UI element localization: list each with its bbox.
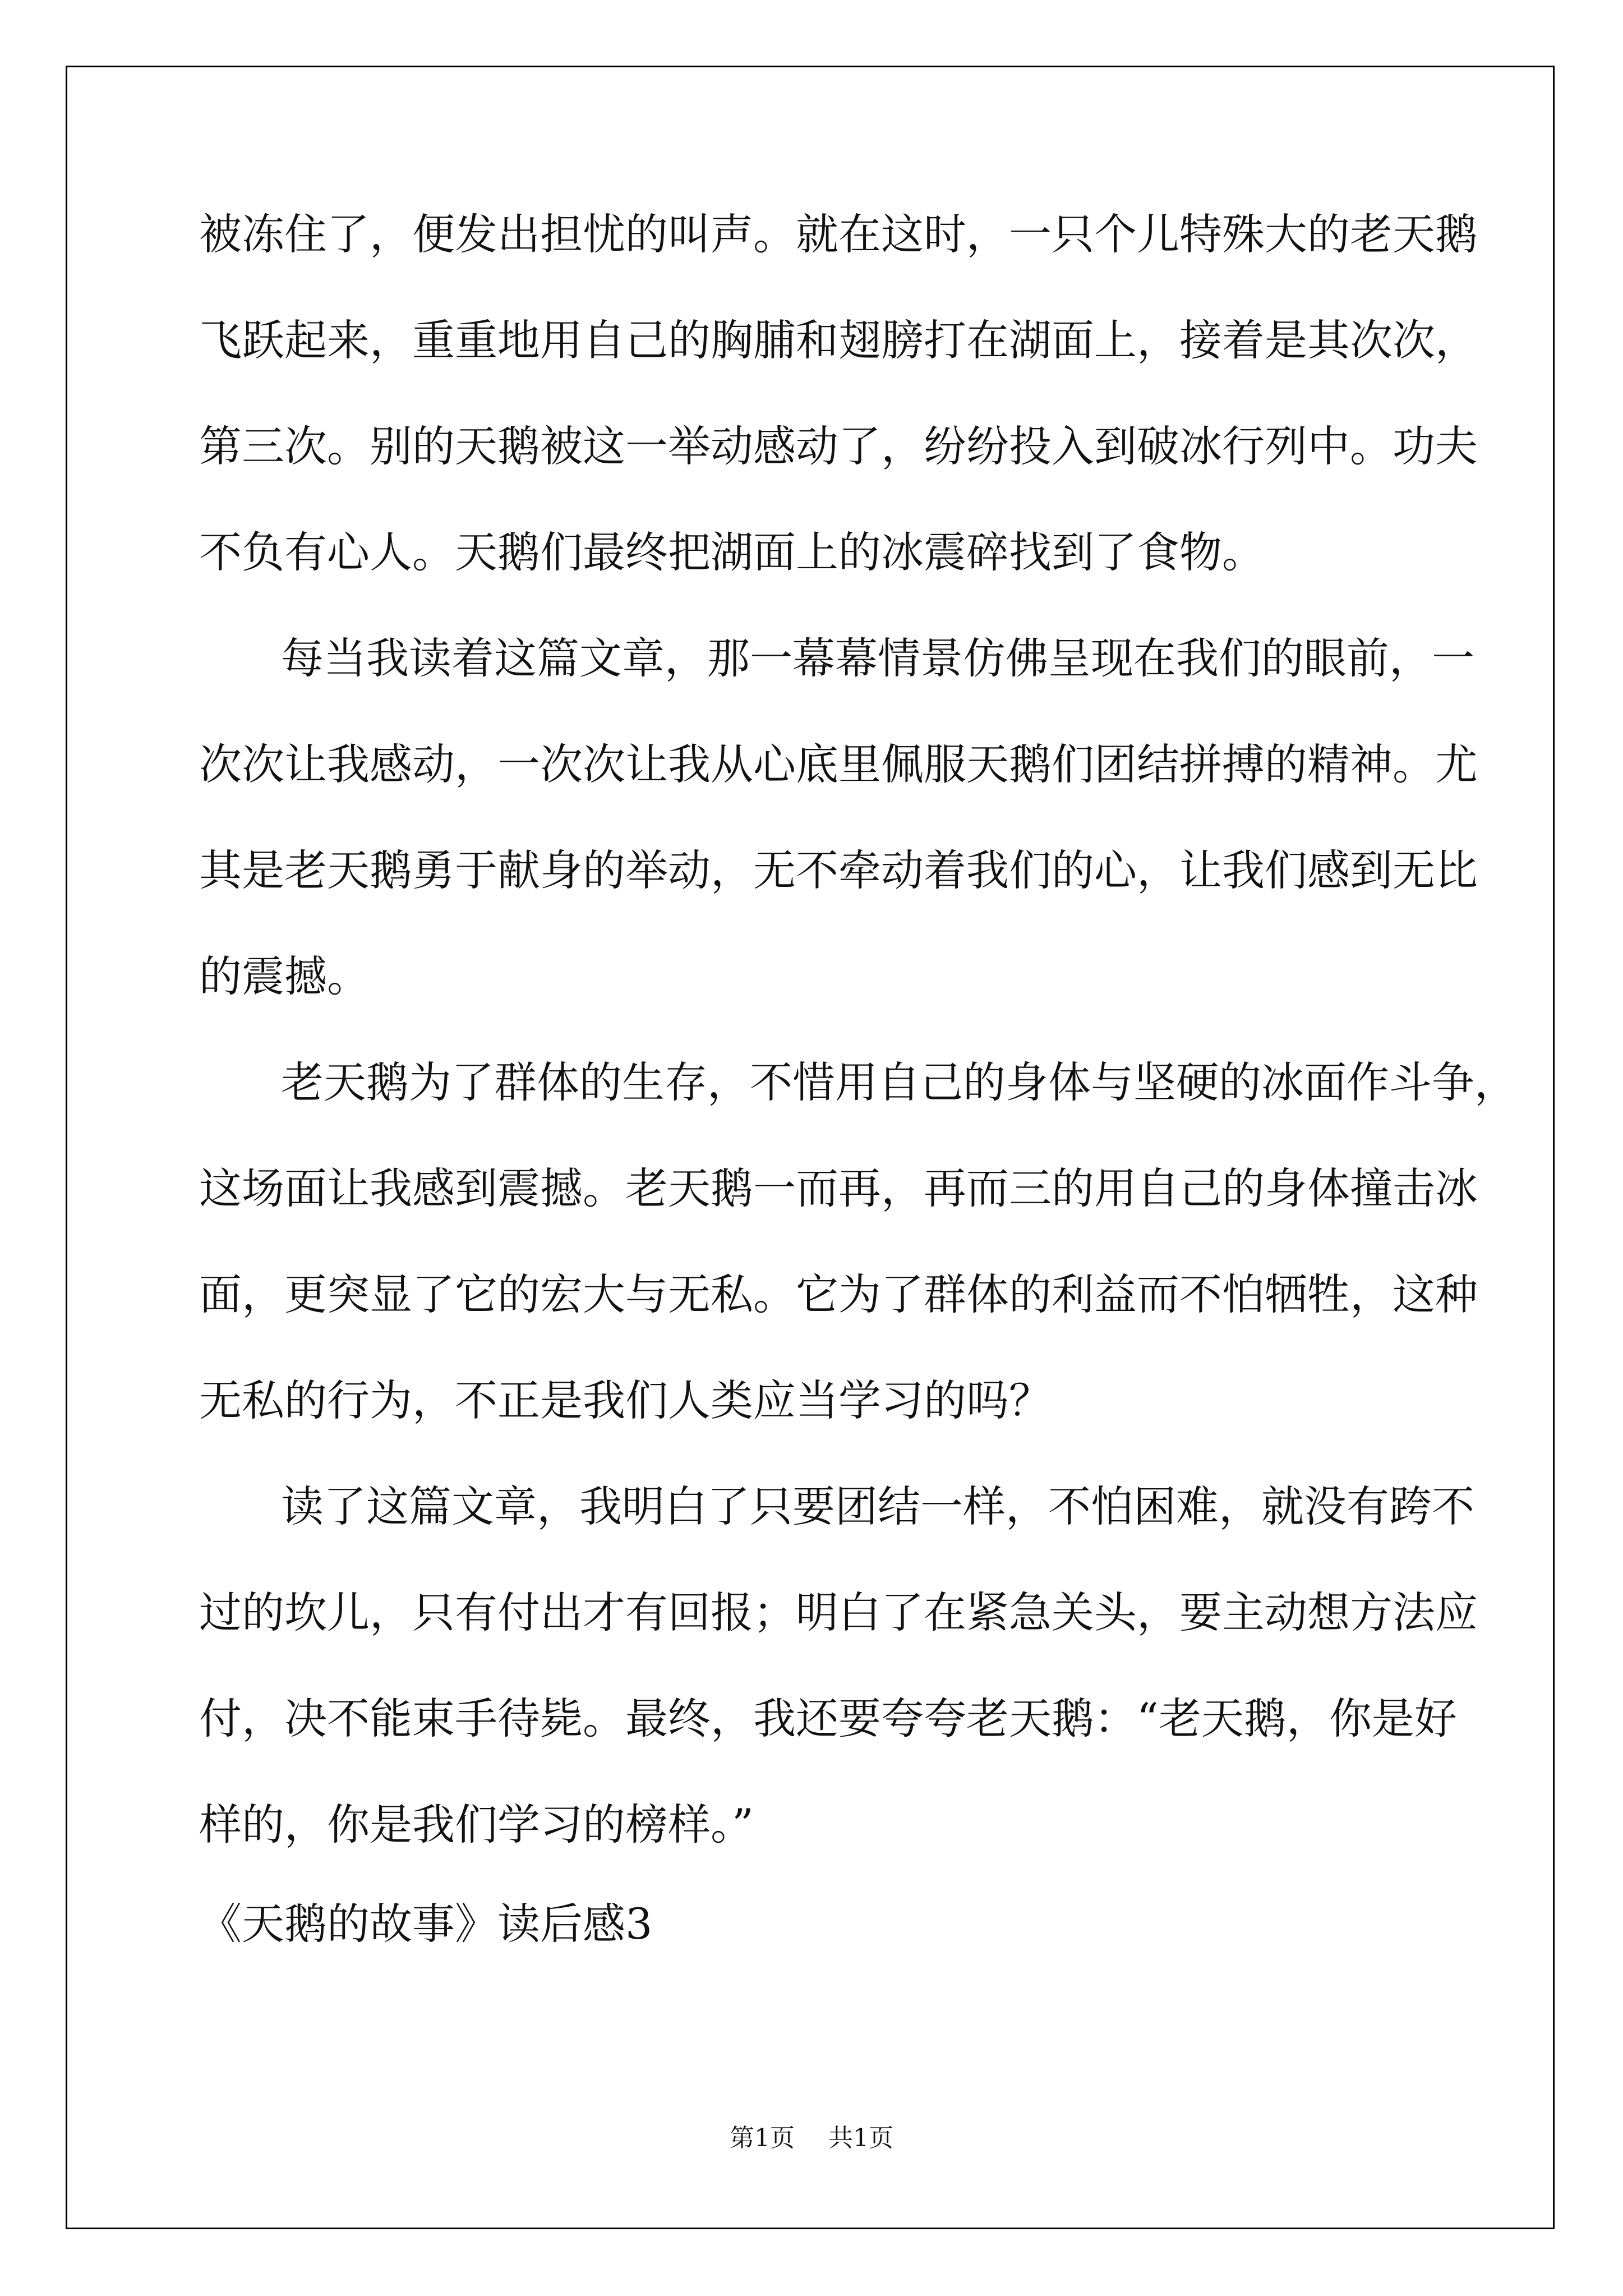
text-line: 的震撼。 <box>199 951 370 1001</box>
text-line: 无私的行为，不正是我们人类应当学习的吗？ <box>199 1375 1052 1425</box>
page-number-total: 共1页 <box>828 2124 893 2152</box>
page-footer <box>0 2122 1623 2155</box>
text-line: 样的，你是我们学习的榜样。” <box>199 1800 754 1849</box>
text-line: 次次让我感动，一次次让我从心底里佩服天鹅们团结拼搏的精神。尤 <box>199 739 1478 789</box>
text-line: 付，决不能束手待毙。最终，我还要夸夸老天鹅：“老天鹅，你是好 <box>199 1694 1457 1743</box>
page-number-current: 第1页 <box>730 2124 795 2152</box>
text-line: 面，更突显了它的宏大与无私。它为了群体的利益而不怕牺牲，这种 <box>199 1269 1478 1319</box>
text-line: 不负有心人。天鹅们最终把湖面上的冰震碎找到了食物。 <box>199 527 1265 577</box>
text-line: 其是老天鹅勇于献身的举动，无不牵动着我们的心，让我们感到无比 <box>199 845 1478 895</box>
text-line: 过的坎儿，只有付出才有回报；明白了在紧急关头，要主动想方法应 <box>199 1588 1478 1637</box>
paragraph-start-line: 读了这篇文章，我明白了只要团结一样，不怕困难，就没有跨不 <box>281 1481 1474 1531</box>
paragraph-start-line: 每当我读着这篇文章，那一幕幕情景仿佛呈现在我们的眼前，一 <box>281 633 1474 683</box>
text-line: 这场面让我感到震撼。老天鹅一而再，再而三的用自己的身体撞击冰 <box>199 1163 1478 1213</box>
text-line: 第三次。别的天鹅被这一举动感动了，纷纷投入到破冰行列中。功夫 <box>199 421 1478 471</box>
text-line: 被冻住了，便发出担忧的叫声。就在这时，一只个儿特殊大的老天鹅 <box>199 209 1478 259</box>
paragraph-start-line: 老天鹅为了群体的生存，不惜用自己的身体与坚硬的冰面作斗争， <box>281 1057 1517 1107</box>
section-heading: 《天鹅的故事》读后感3 <box>199 1899 653 1949</box>
text-line: 飞跃起来，重重地用自己的胸脯和翅膀打在湖面上，接着是其次次， <box>199 315 1478 365</box>
